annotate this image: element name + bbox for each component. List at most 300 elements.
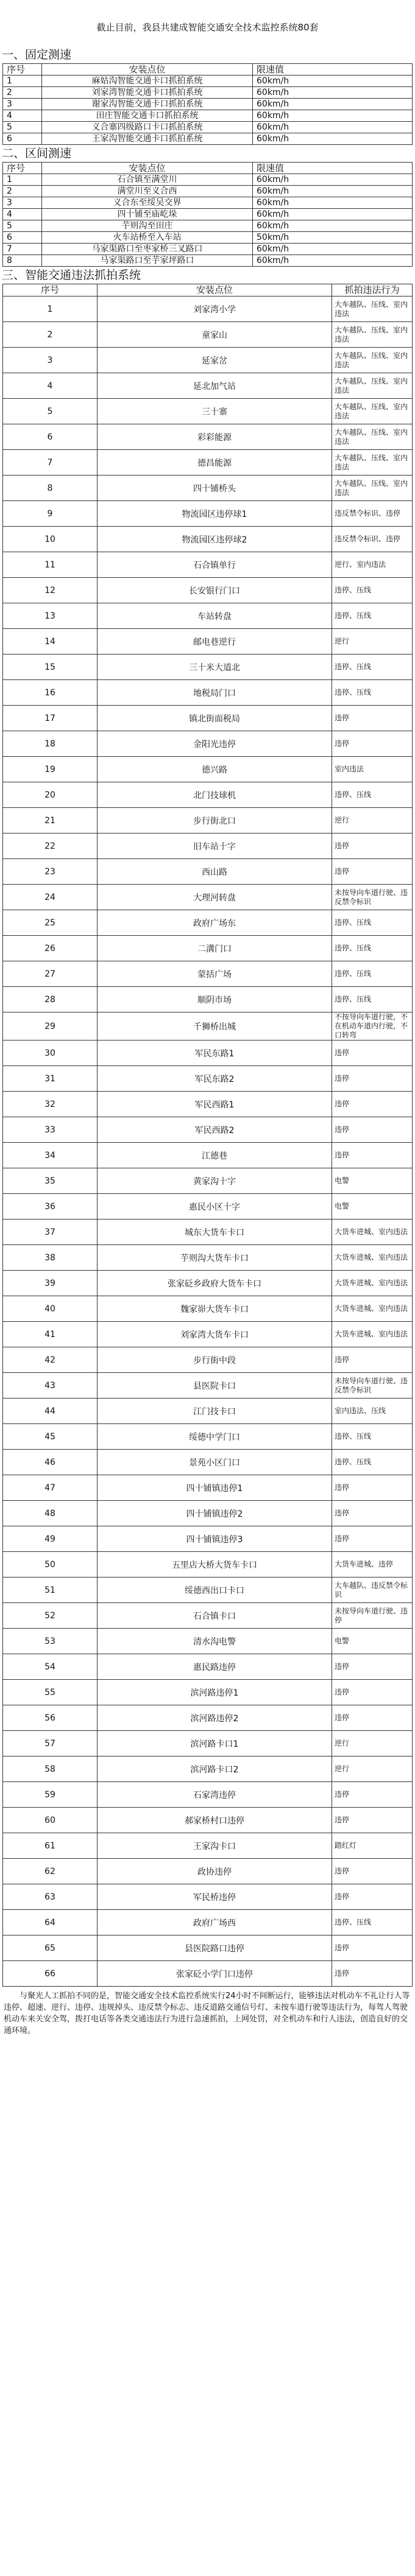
table-row <box>3 1629 413 1654</box>
row-violation-cell: 违停 <box>332 1961 413 1987</box>
row-violation-cell: 违停 <box>332 1501 413 1526</box>
row-index-cell: 1 <box>3 297 98 322</box>
row-violation-cell: 大车越队、压线、室内违法 <box>332 399 413 424</box>
row-index-cell: 21 <box>3 808 98 834</box>
row-location-cell: 政协违停 <box>98 1859 332 1884</box>
row-location-cell: 滨河路违停1 <box>98 1680 332 1705</box>
table-row <box>3 731 413 757</box>
row-index-cell: 2 <box>3 87 42 99</box>
row-index-cell: 27 <box>3 961 98 987</box>
table-row <box>3 174 413 186</box>
row-location-cell: 县医院卡口 <box>98 1373 332 1399</box>
row-violation-cell: 违停 <box>332 1808 413 1833</box>
table-row <box>3 578 413 603</box>
table-row <box>3 297 413 322</box>
row-index-cell: 61 <box>3 1833 98 1859</box>
row-speed-limit-cell: 60km/h <box>253 174 413 186</box>
row-location-cell: 步行街北口 <box>98 808 332 834</box>
row-index-cell: 54 <box>3 1654 98 1680</box>
table-row <box>3 1961 413 1987</box>
table-row <box>3 1808 413 1833</box>
row-index-cell: 10 <box>3 527 98 552</box>
row-violation-cell: 大车越队、违反禁令标识 <box>332 1578 413 1603</box>
row-index-cell: 24 <box>3 885 98 910</box>
row-index-cell: 25 <box>3 910 98 936</box>
row-index-cell: 19 <box>3 757 98 782</box>
table-row <box>3 1680 413 1705</box>
row-index-cell: 12 <box>3 578 98 603</box>
row-location-cell: 马家渠路口至枣家桥三叉路口 <box>42 244 253 255</box>
row-index-cell: 63 <box>3 1884 98 1910</box>
row-index-cell: 1 <box>3 174 42 186</box>
row-violation-cell: 电警 <box>332 1194 413 1220</box>
row-location-cell: 滨河路违停2 <box>98 1705 332 1731</box>
table-row <box>3 1066 413 1092</box>
row-violation-cell: 违停、压线 <box>332 936 413 961</box>
row-violation-cell: 未按导向车道行驶、违反禁令标识 <box>332 1373 413 1399</box>
row-location-cell: 义合东至绥吴交界 <box>42 197 253 209</box>
row-violation-cell: 违反禁令标识、违停 <box>332 501 413 527</box>
row-location-cell: 城东大货车卡口 <box>98 1220 332 1245</box>
row-location-cell: 清水沟电警 <box>98 1629 332 1654</box>
row-violation-cell: 违停、压线 <box>332 782 413 808</box>
row-violation-cell: 大车越队、压线、室内违法 <box>332 476 413 501</box>
row-location-cell: 滨河路卡口1 <box>98 1731 332 1757</box>
row-location-cell: 地税局门口 <box>98 680 332 706</box>
row-index-cell: 59 <box>3 1782 98 1808</box>
row-violation-cell: 逆行 <box>332 808 413 834</box>
row-violation-cell: 大货车进城、室内违法 <box>332 1296 413 1322</box>
table-row <box>3 757 413 782</box>
row-location-cell: 石家湾违停 <box>98 1782 332 1808</box>
table-row <box>3 133 413 145</box>
row-violation-cell: 大货车进城、室内违法 <box>332 1245 413 1271</box>
row-violation-cell: 违停、压线 <box>332 603 413 629</box>
table-row <box>3 1013 413 1041</box>
table-header-cell: 限速值 <box>253 64 413 75</box>
row-location-cell: 石合镇单行 <box>98 552 332 578</box>
row-location-cell: 彩彩能源 <box>98 424 332 450</box>
table-row <box>3 75 413 87</box>
row-location-cell: 惠民小区十字 <box>98 1194 332 1220</box>
row-violation-cell: 逆行 <box>332 629 413 655</box>
table-row <box>3 1450 413 1475</box>
row-index-cell: 28 <box>3 987 98 1013</box>
table-row <box>3 885 413 910</box>
row-index-cell: 37 <box>3 1220 98 1245</box>
row-index-cell: 39 <box>3 1271 98 1296</box>
row-index-cell: 13 <box>3 603 98 629</box>
table-row <box>3 603 413 629</box>
row-index-cell: 33 <box>3 1117 98 1143</box>
table-row <box>3 1475 413 1501</box>
row-location-cell: 王家沟卡口 <box>98 1833 332 1859</box>
row-location-cell: 黄家沟十字 <box>98 1168 332 1194</box>
row-speed-limit-cell: 50km/h <box>253 232 413 244</box>
row-location-cell: 五里店大桥大货车卡口 <box>98 1552 332 1578</box>
table-header-cell: 抓拍违法行为 <box>332 284 413 297</box>
document-title: 截止目前，我县共建成智能交通安全技术监控系统80套 <box>96 22 319 33</box>
table-row <box>3 209 413 220</box>
table-row <box>3 220 413 232</box>
row-violation-cell: 逆行 <box>332 1757 413 1782</box>
row-location-cell: 步行街中段 <box>98 1347 332 1373</box>
row-violation-cell: 大车越队、压线、室内违法 <box>332 348 413 373</box>
table-row <box>3 552 413 578</box>
row-location-cell: 物流园区违停球1 <box>98 501 332 527</box>
table-row <box>3 1117 413 1143</box>
row-location-cell: 芋则沟至田庄 <box>42 220 253 232</box>
table-header-row <box>3 163 413 174</box>
row-index-cell: 42 <box>3 1347 98 1373</box>
row-index-cell: 64 <box>3 1910 98 1936</box>
row-index-cell: 34 <box>3 1143 98 1168</box>
row-index-cell: 23 <box>3 859 98 885</box>
row-index-cell: 9 <box>3 501 98 527</box>
row-index-cell: 56 <box>3 1705 98 1731</box>
row-index-cell: 3 <box>3 197 42 209</box>
row-index-cell: 3 <box>3 99 42 110</box>
row-index-cell: 8 <box>3 476 98 501</box>
row-index-cell: 49 <box>3 1526 98 1552</box>
row-index-cell: 47 <box>3 1475 98 1501</box>
row-location-cell: 惠民路违停 <box>98 1654 332 1680</box>
row-violation-cell: 踏红灯 <box>332 1833 413 1859</box>
row-speed-limit-cell: 60km/h <box>253 197 413 209</box>
row-location-cell: 政府广场西 <box>98 1910 332 1936</box>
table-row <box>3 186 413 197</box>
table-header-cell: 序号 <box>3 64 42 75</box>
table-row <box>3 1271 413 1296</box>
row-speed-limit-cell: 60km/h <box>253 244 413 255</box>
row-location-cell: 千狮桥出城 <box>98 1013 332 1041</box>
row-location-cell: 四十铺桥头 <box>98 476 332 501</box>
row-index-cell: 66 <box>3 1961 98 1987</box>
row-location-cell: 刘家湾智能交通卡口抓拍系统 <box>42 87 253 99</box>
row-location-cell: 三十米大道北 <box>98 655 332 680</box>
table-row <box>3 244 413 255</box>
table-row <box>3 936 413 961</box>
row-violation-cell: 违停 <box>332 1884 413 1910</box>
row-violation-cell: 大货车进城、室内违法 <box>332 1322 413 1347</box>
row-index-cell: 5 <box>3 122 42 133</box>
section-heading-enforcement: 三、智能交通违法抓拍系统 <box>2 268 141 282</box>
table-row <box>3 255 413 267</box>
row-index-cell: 18 <box>3 731 98 757</box>
row-location-cell: 王家沟智能交通卡口抓拍系统 <box>42 133 253 145</box>
row-speed-limit-cell: 60km/h <box>253 209 413 220</box>
table-row <box>3 110 413 122</box>
row-violation-cell: 违停 <box>332 1347 413 1373</box>
table-row <box>3 1603 413 1629</box>
interval-speed-table <box>2 162 413 267</box>
row-index-cell: 4 <box>3 373 98 399</box>
row-violation-cell: 违停 <box>332 1705 413 1731</box>
table-row <box>3 629 413 655</box>
row-violation-cell: 违停、压线 <box>332 1910 413 1936</box>
row-violation-cell: 违停 <box>332 1526 413 1552</box>
table-row <box>3 1654 413 1680</box>
row-location-cell: 满堂川至义合西 <box>42 186 253 197</box>
row-location-cell: 石合镇卡口 <box>98 1603 332 1629</box>
row-location-cell: 县医院路口违停 <box>98 1936 332 1961</box>
row-violation-cell: 违停 <box>332 731 413 757</box>
row-location-cell: 顺阴市场 <box>98 987 332 1013</box>
table-row <box>3 476 413 501</box>
row-index-cell: 36 <box>3 1194 98 1220</box>
row-index-cell: 52 <box>3 1603 98 1629</box>
row-location-cell: 谢家沟智能交通卡口抓拍系统 <box>42 99 253 110</box>
row-violation-cell: 室内违法 <box>332 757 413 782</box>
row-violation-cell: 违停 <box>332 1680 413 1705</box>
table-row <box>3 1757 413 1782</box>
table-header-cell: 安装点位 <box>42 163 253 174</box>
table-row <box>3 527 413 552</box>
row-violation-cell: 违停 <box>332 834 413 859</box>
table-header-row <box>3 64 413 75</box>
table-row <box>3 322 413 348</box>
table-row <box>3 1168 413 1194</box>
row-location-cell: 江德巷 <box>98 1143 332 1168</box>
row-index-cell: 5 <box>3 220 42 232</box>
row-violation-cell: 违停、压线 <box>332 680 413 706</box>
row-location-cell: 物流园区违停球2 <box>98 527 332 552</box>
table-row <box>3 1859 413 1884</box>
row-speed-limit-cell: 60km/h <box>253 133 413 145</box>
enforcement-table <box>2 284 413 1987</box>
row-location-cell: 旧车站十字 <box>98 834 332 859</box>
row-violation-cell: 违停 <box>332 859 413 885</box>
row-index-cell: 2 <box>3 322 98 348</box>
row-location-cell: 芋则沟大货车卡口 <box>98 1245 332 1271</box>
table-row <box>3 450 413 476</box>
row-violation-cell: 违反禁令标识、违停 <box>332 527 413 552</box>
row-location-cell: 西山路 <box>98 859 332 885</box>
row-location-cell: 军民桥违停 <box>98 1884 332 1910</box>
row-speed-limit-cell: 60km/h <box>253 186 413 197</box>
row-location-cell: 江门技卡口 <box>98 1399 332 1424</box>
row-violation-cell: 未按导向车道行驶、违反禁令标识 <box>332 885 413 910</box>
table-row <box>3 348 413 373</box>
row-location-cell: 大理河转盘 <box>98 885 332 910</box>
table-row <box>3 706 413 731</box>
row-violation-cell: 电警 <box>332 1629 413 1654</box>
table-row <box>3 501 413 527</box>
row-speed-limit-cell: 60km/h <box>253 220 413 232</box>
row-index-cell: 40 <box>3 1296 98 1322</box>
table-row <box>3 1424 413 1450</box>
row-index-cell: 41 <box>3 1322 98 1347</box>
table-header-cell: 安装点位 <box>98 284 332 297</box>
row-index-cell: 60 <box>3 1808 98 1833</box>
table-row <box>3 1373 413 1399</box>
row-violation-cell: 违停 <box>332 1475 413 1501</box>
table-row <box>3 1578 413 1603</box>
row-location-cell: 延家岔 <box>98 348 332 373</box>
table-row <box>3 1884 413 1910</box>
row-index-cell: 50 <box>3 1552 98 1578</box>
table-row <box>3 1782 413 1808</box>
row-location-cell: 马家渠路口至芋家坪路口 <box>42 255 253 267</box>
row-violation-cell: 违停 <box>332 706 413 731</box>
table-row <box>3 1347 413 1373</box>
row-violation-cell: 违停 <box>332 1654 413 1680</box>
row-violation-cell: 违停 <box>332 1066 413 1092</box>
row-violation-cell: 电警 <box>332 1168 413 1194</box>
row-location-cell: 车站转盘 <box>98 603 332 629</box>
row-index-cell: 26 <box>3 936 98 961</box>
row-violation-cell: 逆行、室内违法 <box>332 552 413 578</box>
row-index-cell: 35 <box>3 1168 98 1194</box>
row-index-cell: 65 <box>3 1936 98 1961</box>
row-index-cell: 43 <box>3 1373 98 1399</box>
table-row <box>3 373 413 399</box>
row-location-cell: 二溝门口 <box>98 936 332 961</box>
row-location-cell: 麻姑沟智能交通卡口抓拍系统 <box>42 75 253 87</box>
row-index-cell: 17 <box>3 706 98 731</box>
row-location-cell: 四十铺镇违停2 <box>98 1501 332 1526</box>
row-violation-cell: 大车越队、压线、室内违法 <box>332 450 413 476</box>
row-location-cell: 郝家桥村口违停 <box>98 1808 332 1833</box>
row-index-cell: 45 <box>3 1424 98 1450</box>
table-row <box>3 1910 413 1936</box>
row-location-cell: 四十铺镇违停3 <box>98 1526 332 1552</box>
row-violation-cell: 违停 <box>332 1092 413 1117</box>
row-location-cell: 张家砭乡政府大货车卡口 <box>98 1271 332 1296</box>
table-row <box>3 232 413 244</box>
row-index-cell: 62 <box>3 1859 98 1884</box>
table-row <box>3 680 413 706</box>
row-index-cell: 6 <box>3 424 98 450</box>
table-row <box>3 197 413 209</box>
row-violation-cell: 违停 <box>332 1782 413 1808</box>
table-row <box>3 808 413 834</box>
row-index-cell: 6 <box>3 232 42 244</box>
row-location-cell: 张家砭小学门口违停 <box>98 1961 332 1987</box>
row-location-cell: 四十铺镇违停1 <box>98 1475 332 1501</box>
table-row <box>3 1552 413 1578</box>
row-index-cell: 6 <box>3 133 42 145</box>
row-index-cell: 3 <box>3 348 98 373</box>
row-violation-cell: 违停 <box>332 1041 413 1066</box>
row-location-cell: 蒙括广场 <box>98 961 332 987</box>
row-location-cell: 金阳光违停 <box>98 731 332 757</box>
row-index-cell: 5 <box>3 399 98 424</box>
row-location-cell: 田庄智能交通卡口抓拍系统 <box>42 110 253 122</box>
row-location-cell: 滨河路卡口2 <box>98 1757 332 1782</box>
row-violation-cell: 大车越队、压线、室内违法 <box>332 373 413 399</box>
footer-paragraph: 与聚光人工抓拍不同的是，智能交通安全技术监控系统实行24小时不间断运行，能够违法对机动车不礼让行人等违停、超速、逆行、违停、违规掉头、违反禁令标志、违反道路交通信号灯、未按车道行驶等违法行为，每驾人驾驶机动车来关安全驾，拨打电话等各类交通违法行为进行急速抓拍，上网处罚，对全机动车和行人违法，创造良好的交通环境。 <box>4 1992 410 2035</box>
row-index-cell: 15 <box>3 655 98 680</box>
row-violation-cell: 大货车进城、室内违法 <box>332 1220 413 1245</box>
table-row <box>3 1705 413 1731</box>
table-row <box>3 1041 413 1066</box>
table-row <box>3 1399 413 1424</box>
row-violation-cell: 违停 <box>332 1143 413 1168</box>
row-violation-cell: 大车越队、压线、室内违法 <box>332 424 413 450</box>
row-index-cell: 22 <box>3 834 98 859</box>
row-location-cell: 童家山 <box>98 322 332 348</box>
row-violation-cell: 违停 <box>332 1117 413 1143</box>
row-index-cell: 51 <box>3 1578 98 1603</box>
row-index-cell: 46 <box>3 1450 98 1475</box>
row-speed-limit-cell: 60km/h <box>253 87 413 99</box>
row-violation-cell: 违停 <box>332 1859 413 1884</box>
row-violation-cell: 逆行 <box>332 1731 413 1757</box>
table-row <box>3 1731 413 1757</box>
table-row <box>3 987 413 1013</box>
row-location-cell: 军民东路1 <box>98 1041 332 1066</box>
row-violation-cell: 大货车进城、室内违法 <box>332 1271 413 1296</box>
row-speed-limit-cell: 60km/h <box>253 255 413 267</box>
table-header-cell: 限速值 <box>253 163 413 174</box>
table-row <box>3 1220 413 1245</box>
table-row <box>3 1322 413 1347</box>
row-location-cell: 景苑小区门口 <box>98 1450 332 1475</box>
row-index-cell: 11 <box>3 552 98 578</box>
table-row <box>3 834 413 859</box>
row-index-cell: 38 <box>3 1245 98 1271</box>
row-index-cell: 8 <box>3 255 42 267</box>
table-row <box>3 399 413 424</box>
table-row <box>3 859 413 885</box>
row-index-cell: 32 <box>3 1092 98 1117</box>
table-row <box>3 910 413 936</box>
section-heading-interval-speed: 二、区间测速 <box>2 147 72 160</box>
table-row <box>3 122 413 133</box>
row-violation-cell: 大货车进城、违停 <box>332 1552 413 1578</box>
row-index-cell: 44 <box>3 1399 98 1424</box>
row-location-cell: 四十铺至庙屹垛 <box>42 209 253 220</box>
row-location-cell: 绥德西出口卡口 <box>98 1578 332 1603</box>
row-violation-cell: 违停 <box>332 1936 413 1961</box>
row-location-cell: 绥德中学门口 <box>98 1424 332 1450</box>
row-location-cell: 军民西路1 <box>98 1092 332 1117</box>
section-heading-fixed-speed: 一、固定测速 <box>2 48 72 61</box>
table-row <box>3 1194 413 1220</box>
row-violation-cell: 违停、压线 <box>332 910 413 936</box>
row-violation-cell: 大车越队、压线、室内违法 <box>332 322 413 348</box>
table-header-cell: 安装点位 <box>42 64 253 75</box>
row-violation-cell: 违停、压线 <box>332 961 413 987</box>
row-speed-limit-cell: 60km/h <box>253 99 413 110</box>
row-location-cell: 德兴路 <box>98 757 332 782</box>
row-location-cell: 政府广场东 <box>98 910 332 936</box>
row-violation-cell: 违停、压线 <box>332 578 413 603</box>
row-index-cell: 57 <box>3 1731 98 1757</box>
row-location-cell: 刘家湾大货车卡口 <box>98 1322 332 1347</box>
row-violation-cell: 违停、压线 <box>332 655 413 680</box>
row-index-cell: 48 <box>3 1501 98 1526</box>
row-index-cell: 20 <box>3 782 98 808</box>
row-violation-cell: 违停、压线 <box>332 1450 413 1475</box>
row-location-cell: 长安银行门口 <box>98 578 332 603</box>
row-location-cell: 军民东路2 <box>98 1066 332 1092</box>
row-index-cell: 16 <box>3 680 98 706</box>
table-row <box>3 1833 413 1859</box>
table-row <box>3 1245 413 1271</box>
table-row <box>3 1501 413 1526</box>
row-index-cell: 4 <box>3 209 42 220</box>
row-index-cell: 53 <box>3 1629 98 1654</box>
table-row <box>3 1296 413 1322</box>
row-violation-cell: 违停、压线 <box>332 1424 413 1450</box>
row-location-cell: 刘家湾小学 <box>98 297 332 322</box>
table-row <box>3 99 413 110</box>
table-row <box>3 1092 413 1117</box>
row-location-cell: 三十寨 <box>98 399 332 424</box>
row-index-cell: 31 <box>3 1066 98 1092</box>
